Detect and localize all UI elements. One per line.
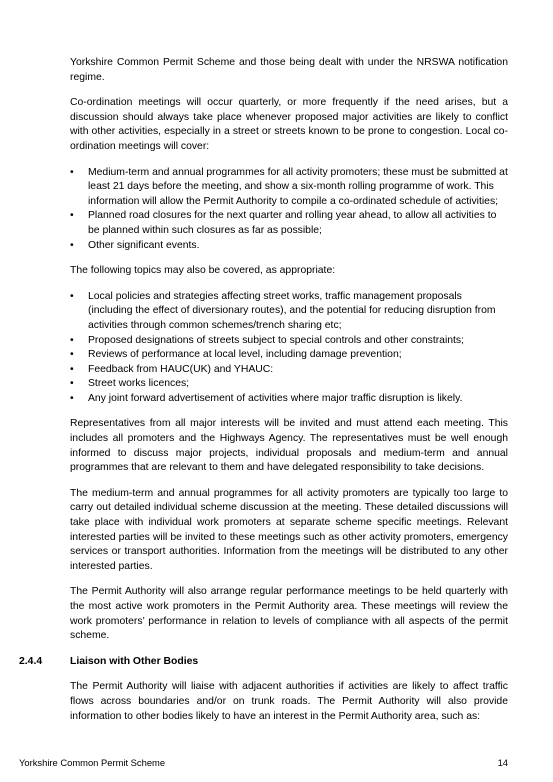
section-number: 2.4.4 — [19, 655, 43, 667]
bullet-icon: • — [70, 334, 74, 346]
section-title: Liaison with Other Bodies — [70, 655, 199, 667]
list-item: • Reviews of performance at local level, including damage prevention; — [70, 348, 508, 363]
paragraph-5: The medium-term and annual programmes for all activity promoters are typically too large to carry out detailed individual scheme discussion at the meeting. These detailed discussions will take place with individual work promoters at separate scheme specific meetings. Relevant interested parties will be invited to these meetings such as other activity promoters, emergency services or transport authorities. Information from the meetings will be distributed to any other interested parties. — [70, 487, 508, 572]
bullet-icon: • — [70, 378, 74, 390]
bullet-icon: • — [70, 239, 74, 251]
bullet-icon: • — [70, 290, 74, 302]
section-heading — [19, 655, 508, 670]
bullet-icon: • — [70, 392, 74, 404]
coordination-topics-list — [70, 166, 508, 254]
list-item: • Any joint forward advertisement of activities where major traffic disruption is likely. — [70, 392, 508, 407]
paragraph-7: The Permit Authority will liaise with adjacent authorities if activities are likely to affect traffic flows across boundaries and/or on trunk roads. The Permit Authority will also provide information to other bodies likely to have an interest in the Permit Authority area, such as: — [70, 681, 508, 722]
bullet-icon: • — [70, 210, 74, 222]
bullet-icon: • — [70, 166, 74, 178]
list-item: • Local policies and strategies affecting street works, traffic management proposals (including the effect of diversionary routes), and the potential for reducing disruption from activities through common schemes/trench sharing etc; — [70, 290, 496, 331]
list-item: • Other significant events. — [70, 239, 508, 254]
page-footer — [19, 756, 508, 771]
paragraph-2: Co-ordination meetings will occur quarterly, or more frequently if the need arises, but a discussion should always take place whenever proposed major activities are likely to conflict with other activities, especially in a street or streets known to be prone to congestion. Local co-ordination meetings will cover: — [70, 97, 508, 152]
document-body — [19, 56, 508, 735]
list-item: • Street works licences; — [70, 377, 508, 392]
paragraph-3: The following topics may also be covered, as appropriate: — [70, 265, 336, 277]
bullet-icon: • — [70, 363, 74, 375]
footer-title: Yorkshire Common Permit Scheme — [19, 757, 166, 768]
optional-topics-list — [70, 290, 508, 407]
page-number: 14 — [497, 757, 508, 768]
list-item: • Feedback from HAUC(UK) and YHAUC: — [70, 363, 508, 378]
paragraph-1: Yorkshire Common Permit Scheme and those being dealt with under the NRSWA notification regime. — [70, 57, 508, 83]
list-item: • Planned road closures for the next quarter and rolling year ahead, to allow all activities to be planned within such closures as far as possible; — [70, 210, 497, 236]
paragraph-4: Representatives from all major interests will be invited and must attend each meeting. This includes all promoters and the Highways Agency. The representatives must be well enough informed to discuss major projects, individual proposals and medium-term and annual programmes that are relevant to them and have delegated responsibility to take decisions. — [70, 418, 508, 474]
list-item: • Medium-term and annual programmes for all activity promoters; these must be submitted at least 21 days before the meeting, and show a six-month rolling programme of work. This information will allow the Permit Authority to compile a co-ordinated schedule of activities; — [70, 166, 508, 207]
bullet-icon: • — [70, 349, 74, 361]
paragraph-6: The Permit Authority will also arrange regular performance meetings to be held quarterly with the most active work promoters in the Permit Authority area. These meetings will review the work promoters’ performance in relation to levels of compliance with all aspects of the permit scheme. — [70, 586, 508, 642]
list-item: • Proposed designations of streets subject to special controls and other constraints; — [70, 334, 508, 349]
